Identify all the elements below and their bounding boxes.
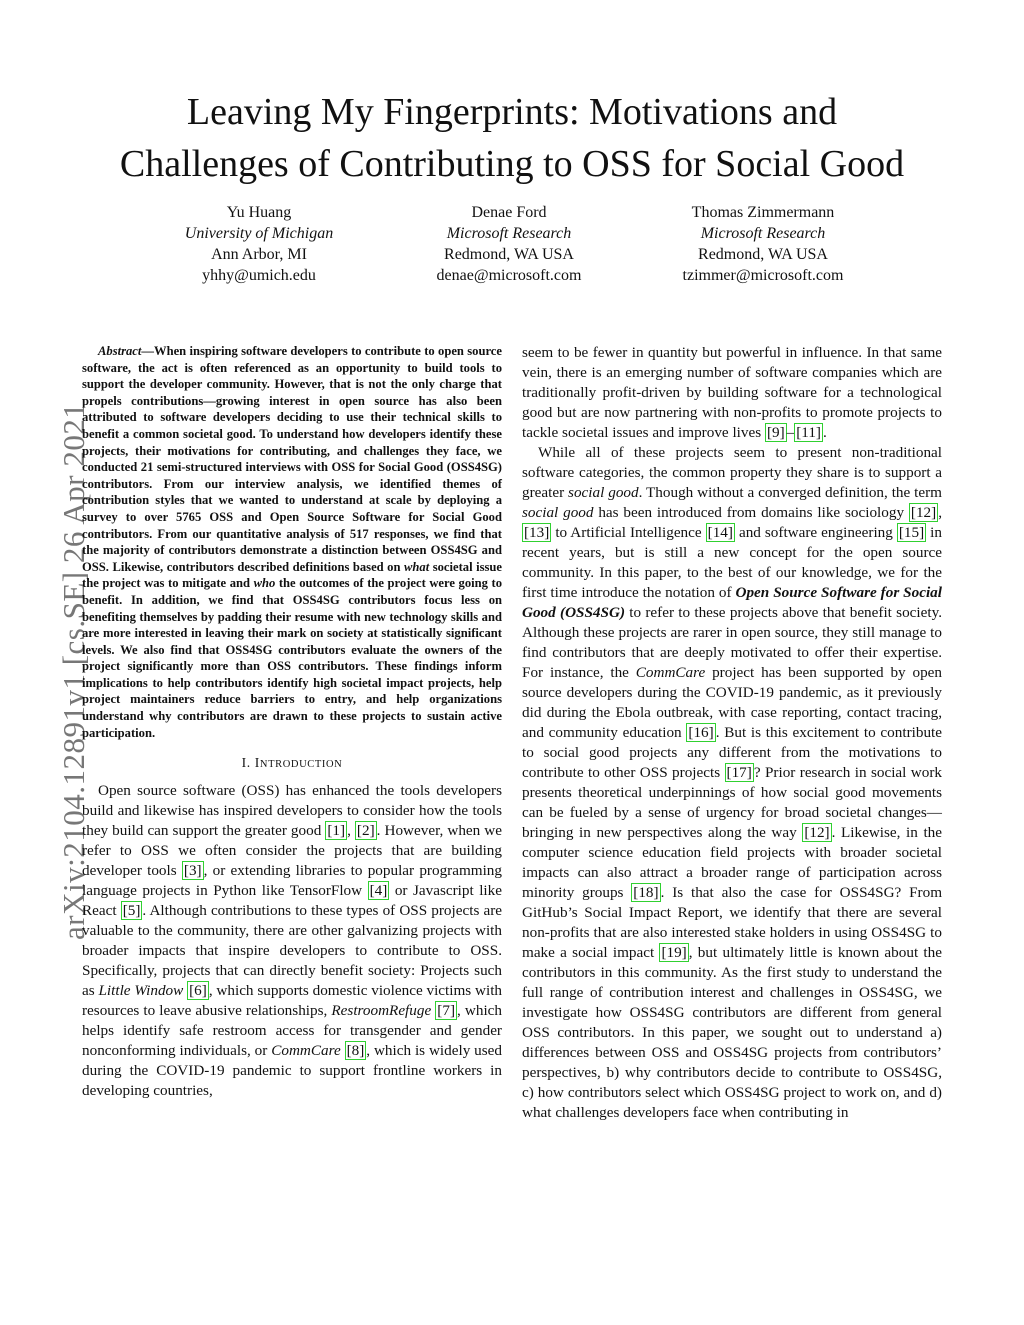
citation-link[interactable]: [12] (804, 824, 830, 841)
abstract (82, 343, 502, 741)
author-block-1 (139, 202, 379, 286)
citation-link[interactable]: [12] (910, 504, 937, 521)
right-column (522, 343, 942, 1123)
paper-title (60, 86, 964, 190)
citation-link[interactable]: [15] (898, 524, 925, 541)
author-block-3 (643, 202, 883, 286)
citation-link[interactable]: [3] (183, 862, 202, 880)
section-title-initial: I (254, 755, 260, 771)
title-line-2: Challenges of Contributing to OSS for Social Good (119, 143, 905, 185)
citation-link[interactable]: [5] (122, 902, 141, 920)
author-email: denae@microsoft.com (436, 267, 582, 284)
abstract-emphasis: who (253, 576, 276, 591)
abstract-emphasis: what (404, 559, 430, 574)
author-email: tzimmer@microsoft.com (682, 267, 844, 284)
citation-link[interactable]: [11] (796, 424, 821, 441)
citation-link[interactable]: [1] (327, 822, 346, 840)
author-name: Yu Huang (226, 204, 292, 221)
arxiv-identifier: arXiv:2104.12891v1 [cs.SE] 26 Apr 2021 (56, 402, 91, 940)
citation-link[interactable]: [19] (661, 944, 687, 961)
citation-link[interactable]: [16] (688, 724, 714, 741)
abstract-text: societal issue the project was to mitigate and (82, 559, 502, 591)
author-affiliation: Microsoft Research (446, 225, 572, 242)
author-location: Ann Arbor, MI (211, 246, 307, 263)
citation-link[interactable]: [4] (369, 882, 388, 900)
author-affiliation: Microsoft Research (700, 225, 826, 242)
citation-link[interactable]: [8] (346, 1042, 365, 1060)
author-email: yhhy@umich.edu (202, 267, 316, 284)
author-name: Denae Ford (471, 204, 547, 221)
abstract-label: Abstract (98, 344, 142, 358)
citation-link[interactable]: [18] (633, 884, 659, 901)
citation-link[interactable]: [13] (524, 524, 550, 541)
citation-link[interactable]: [17] (726, 764, 752, 781)
section-heading (82, 755, 502, 771)
intro-paragraph: Open source software (OSS) has enhanced the tools developers build and likewise has inspired developers to consider how the tools they build can support the greater good [1] , [2] . However, when we refer to OSS we often consider the projects that are building developer tools [3] , or extending libraries to popular programming language projects in Python like TensorFlow [4] or Javascript like React [5] . Although contributions to these types of OSS projects are valuable to the community, there are other galvanizing projects with broader impacts that inspire developers to contribute to OSS. Specifically, projects that can directly benefit society: Projects such as Little Window [6] , which supports domestic violence victims with resources to leave abusive relationships, RestroomRefuge [7] , which helps identify safe restroom access for transgender and gender nonconforming individuals, or CommCare [8] , which is widely used during the COVID-19 pandemic to support frontline workers in developing countries, (82, 782, 503, 1100)
defined-term: Open Source Software for Social Good (OSS4SG) (522, 584, 942, 621)
author-name: Thomas Zimmermann (691, 204, 835, 221)
author-location: Redmond, WA USA (698, 246, 828, 263)
citation-link[interactable]: [2] (356, 822, 375, 840)
author-location: Redmond, WA USA (444, 246, 574, 263)
author-block-2 (389, 202, 629, 286)
title-line-1: Leaving My Fingerprints: Motivations and (186, 91, 838, 133)
citation-link[interactable]: [7] (437, 1002, 456, 1020)
citation-link[interactable]: [14] (707, 524, 733, 541)
author-affiliation: University of Michigan (184, 225, 334, 242)
citation-link[interactable]: [6] (189, 982, 207, 1000)
section-number: I. (241, 755, 255, 771)
abstract-text: —When inspiring software developers to contribute to open source software, the act is often referenced as an opportunity to build tools to support the developer community. However, that is not the only charge that propels contributions—growing interest in open source has also been attributed to software developers deciding to use their technical skills to benefit a common societal good. To understand how developers identify these projects, their motivations for contributing, and challenges they face, we conducted 21 semi-structured interviews with OSS for Social Good (OSS4SG) contributors. From our interview analysis, we identified themes of contribution styles that we wanted to understand at scale by deploying a survey to over 5765 OSS and Open Source Software for Social Good contributors. From our quantitative analysis of 517 responses, we find that the majority of contributors demonstrate a distinction between OSS4SG and OSS. Likewise, contributors described definitions based on (82, 344, 502, 574)
body-paragraph: While all of these projects seem to present non-traditional software categories, the common property they share is to support a greater social good. Though without a converged definition, the term social good has been introduced from domains like sociology [12] , [13] to Artificial Intelligence [14] and software engineering [15] in recent years, but is still a new concept for the open source community. In this paper, to the best of our knowledge, we for the first time introduce the notation of Open Source Software for Social Good (OSS4SG) to refer to these projects above that benefit society. Although these projects are rarer in open source, they still manage to find contributors that are deeply motivated to offer their expertise. For instance, the CommCare project has been supported by open source developers during the COVID-19 pandemic, as it previously did during the Ebola outbreak, with case reporting, contact tracing, and community education [16] . But is this excitement to contribute to social good projects any different from the motivations to contribute to other OSS projects [17] ? Prior research in social work presents theoretical underpinnings of how social good movements can be fueled by a sense of urgency for broad societal changes—bringing in new perspectives along the way [12] . Likewise, in the computer science education field projects with broader societal impacts can also attract a broader range of participation across minority groups [18] . Is that also the case for OSS4SG? From GitHub’s Social Impact Report, we identify that there are several non-profits that are also interested stake holders in using OSS4SG to make a social impact [19] , but ultimately little is known about the contributors in this community. As the first study to understand the full range of contribution interest and challenges in OSS4SG, we investigate how OSS4SG contributors are different from general OSS contributors. In this paper, we sought out to understand a) differences between OSS and OSS4SG projects from contributors’ perspectives, b) why contributors decide to contribute to OSS4SG, c) how contributors select which OSS4SG project to work on, and d) what challenges developers face when contributing in (522, 444, 943, 1121)
citation-link[interactable]: [9] (766, 424, 785, 441)
section-title: NTRODUCTION (259, 759, 343, 771)
body-paragraph: seem to be fewer in quantity but powerful in influence. In that same vein, there is an emerging number of software companies which are traditionally profit-driven by building software for a technological good but are now partnering with non-profits to promote projects to tackle societal issues and improve lives [9] – [11] . (522, 344, 942, 441)
abstract-text: the outcomes of the project were going to benefit. In addition, we find that OSS4SG contributors focus less on benefiting themselves by padding their resume with new technology skills and are more interested in leaving their mark on society at statistically significant levels. We also find that OSS4SG contributors evaluate the owners of the project significantly more than OSS contributors. These findings inform implications to help contributors identify high societal impact projects, help project maintainers reduce barriers to entry, and help organizations understand why contributors are drawn to these projects to sustain active participation. (82, 576, 502, 740)
left-column (82, 343, 502, 1101)
